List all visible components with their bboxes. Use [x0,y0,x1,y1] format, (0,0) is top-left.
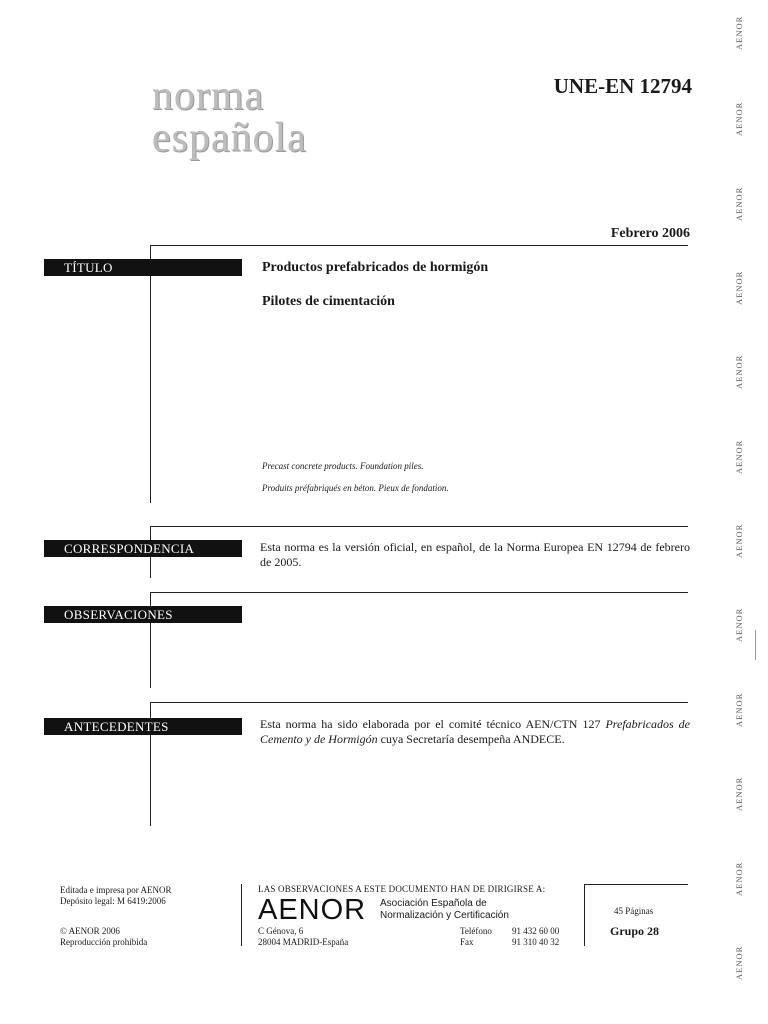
watermark-text: AENOR [734,439,744,474]
footer-fax-label: Fax [460,937,474,947]
page-count: 45 Páginas [614,906,654,916]
watermark-text: AENOR [734,861,744,896]
pages-box-top-rule [584,884,688,885]
side-watermark [720,0,768,1024]
footer-reproduction: Reproducción prohibida [60,937,148,947]
footer-deposit: Depósito legal: M 6419:2006 [60,896,166,906]
footer-observations-note: LAS OBSERVACIONES A ESTE DOCUMENTO HAN DE DIRIGIRSE A: [258,884,546,894]
footer-address1: C Génova, 6 [258,926,304,936]
standard-code: UNE-EN 12794 [553,74,692,98]
observaciones-label: OBSERVACIONES [44,606,242,623]
antecedentes-label: ANTECEDENTES [44,718,242,735]
watermark-text: AENOR [734,15,744,50]
footer-phone-label: Teléfono [460,926,492,936]
watermark-text: AENOR [734,607,744,642]
title-en: Precast concrete products. Foundation piles. [262,461,424,471]
watermark-text: AENOR [734,692,744,727]
watermark-text: AENOR [734,101,744,136]
aenor-logo: AENOR [258,894,367,926]
assoc-line1: Asociación Española de [380,898,487,909]
watermark-text: AENOR [734,186,744,221]
correspondencia-text: Esta norma es la versión oficial, en español, de la Norma Europea EN 12794 de febrero de 2005. [260,540,690,569]
antecedentes-text-part1: Esta norma ha sido elaborada por el comité técnico AEN/CTN 127 [260,717,606,731]
correspondencia-top-rule [150,526,688,527]
watermark-text: AENOR [734,270,744,305]
footer-fax: 91 310 40 32 [512,937,560,947]
scan-mark [755,630,756,660]
brand-espanola: española [152,115,307,161]
footer-phone: 91 432 60 00 [512,926,560,936]
title-fr: Produits préfabriqués en béton. Pieux de fondation. [262,483,449,493]
group-number: Grupo 28 [610,924,660,938]
footer-address2: 28004 MADRID-España [258,937,349,947]
subtitle-es: Pilotes de cimentación [262,294,395,309]
watermark-text: AENOR [734,523,744,558]
footer-edited-by: Editada e impresa por AENOR [60,885,172,895]
publication-date: Febrero 2006 [610,226,690,241]
observaciones-top-rule [150,592,688,593]
pages-box-left-rule [584,884,585,946]
watermark-text: AENOR [734,776,744,811]
footer-copyright: © AENOR 2006 [60,926,120,936]
antecedentes-text [260,717,690,747]
antecedentes-text-part2: cuya Secretaría desempeña ANDECE. [377,732,565,746]
watermark-text: AENOR [734,354,744,389]
footer-divider [241,884,242,946]
titulo-left-rule [150,245,151,503]
correspondencia-label: CORRESPONDENCIA [44,540,242,557]
brand-norma: norma [152,73,265,119]
titulo-label: TÍTULO [44,259,242,276]
antecedentes-committee-name: Prefabricados de Cemento y de Hormigón [260,717,690,746]
titulo-top-rule [150,245,688,246]
title-es: Productos prefabricados de hormigón [262,260,489,275]
aenor-association [380,898,509,922]
watermark-text: AENOR [734,945,744,980]
assoc-line2: Normalización y Certificación [380,910,509,921]
antecedentes-top-rule [150,702,688,703]
